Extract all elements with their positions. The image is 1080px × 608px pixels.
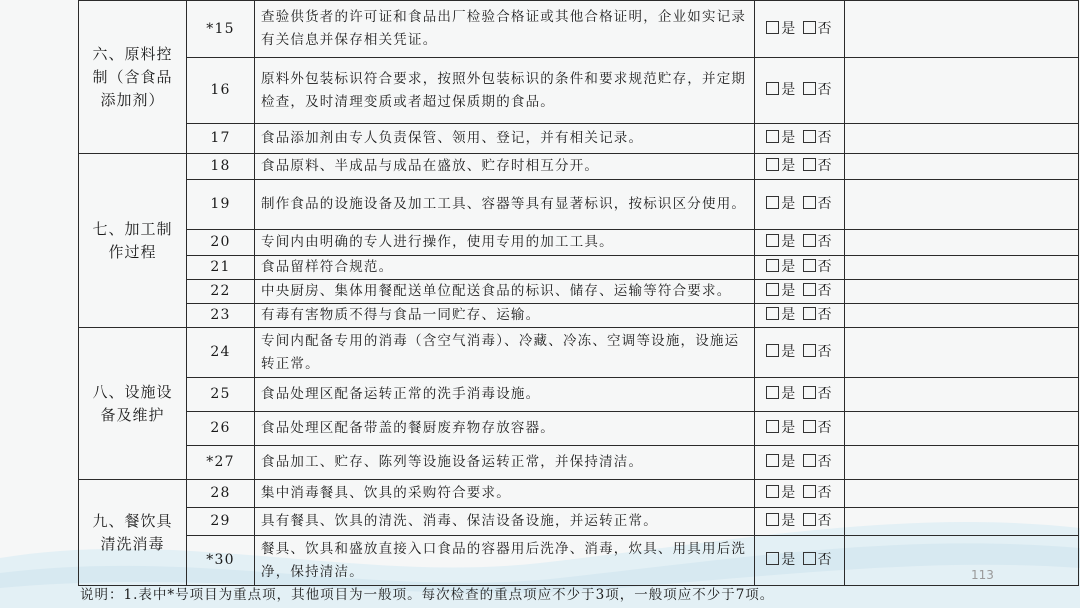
table-row bbox=[79, 280, 1079, 304]
no-checkbox[interactable] bbox=[803, 513, 816, 526]
remark-cell bbox=[845, 124, 1079, 154]
yes-no-choice bbox=[755, 412, 845, 446]
remark-cell bbox=[845, 58, 1079, 124]
yes-checkbox[interactable] bbox=[766, 513, 779, 526]
yes-label: 是 bbox=[781, 82, 797, 98]
no-checkbox[interactable] bbox=[803, 130, 816, 143]
remark-cell bbox=[845, 1, 1079, 58]
yes-checkbox[interactable] bbox=[766, 344, 779, 357]
yes-checkbox[interactable] bbox=[766, 307, 779, 320]
footnote: 说明：1.表中*号项目为重点项，其他项目为一般项。每次检查的重点项应不少于3项，一般项应不少于7项。 bbox=[80, 587, 775, 603]
yes-label: 是 bbox=[781, 234, 797, 250]
yes-checkbox[interactable] bbox=[766, 454, 779, 467]
yes-checkbox[interactable] bbox=[766, 130, 779, 143]
no-label: 否 bbox=[817, 454, 833, 470]
category-cell: 六、原料控制（含食品添加剂） bbox=[79, 1, 187, 154]
yes-checkbox[interactable] bbox=[766, 552, 779, 565]
yes-no-choice bbox=[755, 508, 845, 536]
yes-checkbox[interactable] bbox=[766, 283, 779, 296]
yes-no-choice bbox=[755, 1, 845, 58]
table-row bbox=[79, 256, 1079, 280]
yes-label: 是 bbox=[781, 20, 797, 37]
table-row bbox=[79, 328, 1079, 378]
no-label: 否 bbox=[817, 20, 833, 37]
yes-no-choice bbox=[755, 328, 845, 378]
yes-label: 是 bbox=[781, 130, 797, 146]
no-checkbox[interactable] bbox=[803, 307, 816, 320]
table-row bbox=[79, 536, 1079, 586]
yes-label: 是 bbox=[781, 344, 797, 360]
remark-cell bbox=[845, 180, 1079, 230]
yes-no-choice bbox=[755, 256, 845, 280]
yes-checkbox[interactable] bbox=[766, 485, 779, 498]
no-checkbox[interactable] bbox=[803, 344, 816, 357]
page-number: 113 bbox=[971, 568, 994, 582]
item-number: 23 bbox=[187, 304, 255, 328]
yes-label: 是 bbox=[781, 454, 797, 470]
item-content: 食品留样符合规范。 bbox=[255, 256, 755, 280]
item-number: *15 bbox=[187, 1, 255, 58]
yes-checkbox[interactable] bbox=[766, 196, 779, 209]
item-number: 17 bbox=[187, 124, 255, 154]
table-row bbox=[79, 230, 1079, 256]
item-number: 24 bbox=[187, 328, 255, 378]
yes-label: 是 bbox=[781, 259, 797, 275]
no-label: 否 bbox=[817, 420, 833, 436]
no-checkbox[interactable] bbox=[803, 21, 816, 34]
yes-label: 是 bbox=[781, 513, 797, 529]
item-number: 19 bbox=[187, 180, 255, 230]
yes-checkbox[interactable] bbox=[766, 21, 779, 34]
no-checkbox[interactable] bbox=[803, 234, 816, 247]
yes-checkbox[interactable] bbox=[766, 158, 779, 171]
no-checkbox[interactable] bbox=[803, 454, 816, 467]
yes-no-choice bbox=[755, 536, 845, 586]
yes-no-choice bbox=[755, 124, 845, 154]
item-content: 集中消毒餐具、饮具的采购符合要求。 bbox=[255, 480, 755, 508]
item-content: 专间内由明确的专人进行操作，使用专用的加工工具。 bbox=[255, 230, 755, 256]
yes-checkbox[interactable] bbox=[766, 82, 779, 95]
no-label: 否 bbox=[817, 283, 833, 299]
no-checkbox[interactable] bbox=[803, 485, 816, 498]
remark-cell bbox=[845, 328, 1079, 378]
yes-label: 是 bbox=[781, 485, 797, 501]
no-label: 否 bbox=[817, 82, 833, 98]
item-content: 中央厨房、集体用餐配送单位配送食品的标识、储存、运输等符合要求。 bbox=[255, 280, 755, 304]
table-row bbox=[79, 304, 1079, 328]
no-checkbox[interactable] bbox=[803, 386, 816, 399]
remark-cell bbox=[845, 256, 1079, 280]
no-checkbox[interactable] bbox=[803, 158, 816, 171]
yes-no-choice bbox=[755, 280, 845, 304]
yes-checkbox[interactable] bbox=[766, 420, 779, 433]
remark-cell bbox=[845, 154, 1079, 180]
remark-cell bbox=[845, 446, 1079, 480]
remark-cell bbox=[845, 508, 1079, 536]
item-number: 22 bbox=[187, 280, 255, 304]
no-checkbox[interactable] bbox=[803, 196, 816, 209]
yes-label: 是 bbox=[781, 283, 797, 299]
item-number: 21 bbox=[187, 256, 255, 280]
item-number: 18 bbox=[187, 154, 255, 180]
item-number: 25 bbox=[187, 378, 255, 412]
remark-cell bbox=[845, 412, 1079, 446]
item-number: *30 bbox=[187, 536, 255, 586]
no-checkbox[interactable] bbox=[803, 420, 816, 433]
item-content: 查验供货者的许可证和食品出厂检验合格证或其他合格证明，企业如实记录有关信息并保存相关凭证。 bbox=[255, 1, 755, 58]
category-cell: 九、餐饮具清洗消毒 bbox=[79, 480, 187, 586]
item-content: 有毒有害物质不得与食品一同贮存、运输。 bbox=[255, 304, 755, 328]
no-label: 否 bbox=[817, 513, 833, 529]
item-number: 16 bbox=[187, 58, 255, 124]
no-label: 否 bbox=[817, 130, 833, 146]
table-row bbox=[79, 58, 1079, 124]
no-checkbox[interactable] bbox=[803, 552, 816, 565]
item-content: 食品添加剂由专人负责保管、领用、登记，并有相关记录。 bbox=[255, 124, 755, 154]
category-cell: 七、加工制作过程 bbox=[79, 154, 187, 328]
item-content: 食品处理区配备带盖的餐厨废弃物存放容器。 bbox=[255, 412, 755, 446]
item-number: 20 bbox=[187, 230, 255, 256]
table-row bbox=[79, 1, 1079, 58]
yes-no-choice bbox=[755, 58, 845, 124]
item-content: 原料外包装标识符合要求，按照外包装标识的条件和要求规范贮存，并定期检查，及时清理变质或者超过保质期的食品。 bbox=[255, 58, 755, 124]
item-content: 制作食品的设施设备及加工工具、容器等具有显著标识，按标识区分使用。 bbox=[255, 180, 755, 230]
item-number: 28 bbox=[187, 480, 255, 508]
yes-label: 是 bbox=[781, 386, 797, 402]
yes-label: 是 bbox=[781, 307, 797, 323]
no-label: 否 bbox=[817, 259, 833, 275]
yes-no-choice bbox=[755, 230, 845, 256]
item-number: 29 bbox=[187, 508, 255, 536]
table-row bbox=[79, 180, 1079, 230]
yes-checkbox[interactable] bbox=[766, 234, 779, 247]
remark-cell bbox=[845, 378, 1079, 412]
no-label: 否 bbox=[817, 344, 833, 360]
item-content: 具有餐具、饮具的清洗、消毒、保洁设备设施，并运转正常。 bbox=[255, 508, 755, 536]
no-checkbox[interactable] bbox=[803, 82, 816, 95]
item-number: *27 bbox=[187, 446, 255, 480]
yes-no-choice bbox=[755, 154, 845, 180]
yes-no-choice bbox=[755, 378, 845, 412]
yes-no-choice bbox=[755, 304, 845, 328]
remark-cell bbox=[845, 304, 1079, 328]
yes-checkbox[interactable] bbox=[766, 259, 779, 272]
no-label: 否 bbox=[817, 386, 833, 402]
item-content: 专间内配备专用的消毒（含空气消毒）、冷藏、冷冻、空调等设施，设施运转正常。 bbox=[255, 328, 755, 378]
remark-cell bbox=[845, 480, 1079, 508]
no-label: 否 bbox=[817, 234, 833, 250]
yes-no-choice bbox=[755, 446, 845, 480]
yes-label: 是 bbox=[781, 158, 797, 174]
table-row bbox=[79, 480, 1079, 508]
remark-cell bbox=[845, 280, 1079, 304]
yes-no-choice bbox=[755, 180, 845, 230]
no-label: 否 bbox=[817, 196, 833, 212]
yes-checkbox[interactable] bbox=[766, 386, 779, 399]
item-number: 26 bbox=[187, 412, 255, 446]
item-content: 餐具、饮具和盛放直接入口食品的容器用后洗净、消毒，炊具、用具用后洗净，保持清洁。 bbox=[255, 536, 755, 586]
table-row bbox=[79, 446, 1079, 480]
table-row bbox=[79, 378, 1079, 412]
item-content: 食品原料、半成品与成品在盛放、贮存时相互分开。 bbox=[255, 154, 755, 180]
item-content: 食品处理区配备运转正常的洗手消毒设施。 bbox=[255, 378, 755, 412]
no-label: 否 bbox=[817, 158, 833, 174]
no-checkbox[interactable] bbox=[803, 283, 816, 296]
no-label: 否 bbox=[817, 307, 833, 323]
yes-no-choice bbox=[755, 480, 845, 508]
no-label: 否 bbox=[817, 485, 833, 501]
table-row bbox=[79, 508, 1079, 536]
yes-label: 是 bbox=[781, 196, 797, 212]
table-row bbox=[79, 412, 1079, 446]
table-row bbox=[79, 154, 1079, 180]
category-cell: 八、设施设备及维护 bbox=[79, 328, 187, 480]
yes-label: 是 bbox=[781, 420, 797, 436]
remark-cell bbox=[845, 230, 1079, 256]
item-content: 食品加工、贮存、陈列等设施设备运转正常，并保持清洁。 bbox=[255, 446, 755, 480]
no-label: 否 bbox=[817, 552, 833, 568]
yes-label: 是 bbox=[781, 552, 797, 568]
remark-cell bbox=[845, 536, 1079, 586]
inspection-checklist-table bbox=[78, 0, 1079, 586]
table-row bbox=[79, 124, 1079, 154]
no-checkbox[interactable] bbox=[803, 259, 816, 272]
